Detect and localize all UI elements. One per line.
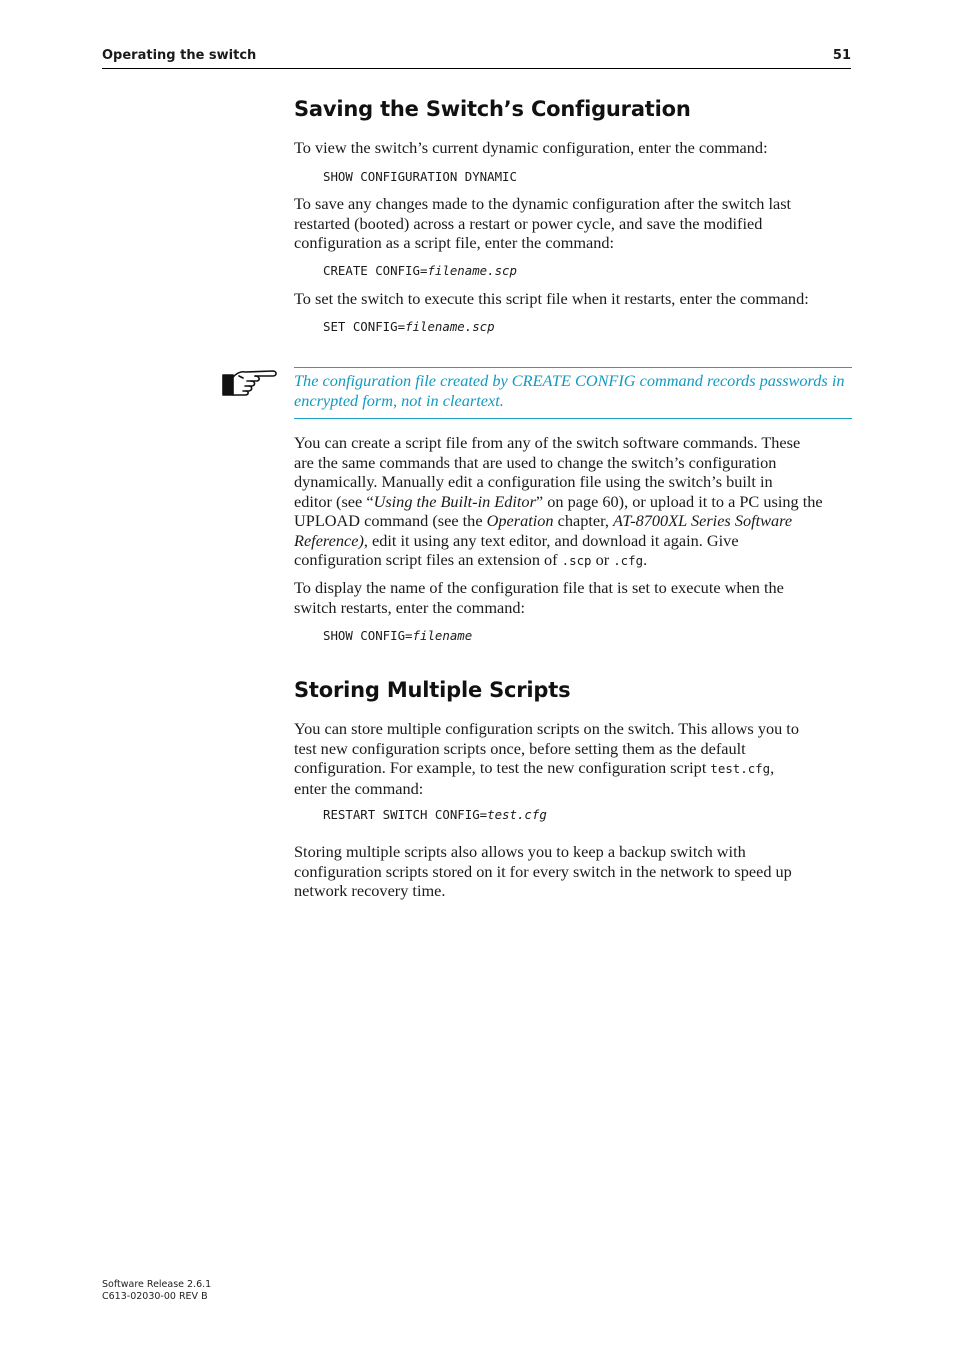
paragraph-line: You can create a script file from any of the switch software commands. These [294,433,801,452]
section-heading-saving-config: Saving the Switch’s Configuration [294,97,691,121]
paragraph-line: dynamically. Manually edit a configuration file using the switch’s built in [294,472,773,491]
command-restart-switch [323,807,547,822]
command-argument: filename.scp [405,319,495,334]
paragraph-save-config [294,194,854,253]
paragraph-line: To save any changes made to the dynamic configuration after the switch last [294,194,792,213]
paragraph-line: enter the command: [294,778,424,798]
command-argument: filename.scp [427,263,517,278]
command-argument: test.cfg [487,807,547,822]
command-argument: filename [412,628,473,643]
running-header-title: Operating the switch [102,48,257,63]
software-release: Software Release 2.6.1 [102,1279,212,1290]
command-keyword: SET CONFIG= [323,319,406,334]
text-run: configuration script files an extension of [294,550,562,569]
text-run: , edit it using any text editor, and download it again. Give [363,530,739,550]
paragraph-line [294,531,854,551]
paragraph-line: Storing multiple scripts also allows you to keep a backup switch with [294,842,746,861]
paragraph-view-config: To view the switch’s current dynamic configuration, enter the command: [294,138,768,157]
command-set-config [323,319,495,334]
text-run: . [643,550,648,569]
page-footer [102,1279,211,1303]
note-line: encrypted form, not in cleartext. [294,390,504,410]
note-line: The configuration file created by CREATE CONFIG command records passwords in [294,371,845,390]
command-keyword: CREATE CONFIG= [323,263,428,278]
document-number: C613-02030-00 REV B [102,1291,208,1302]
command-create-config [323,263,517,278]
page-number: 51 [832,48,851,63]
paragraph-line: switch restarts, enter the command: [294,597,526,617]
paragraph-line: You can store multiple configuration scripts on the switch. This allows you to [294,719,799,738]
pointing-hand-icon [221,367,279,397]
command-keyword: RESTART SWITCH CONFIG= [323,807,488,822]
file-extension: .scp [561,553,592,568]
paragraph-line [294,550,854,571]
text-run: , [770,758,775,777]
file-extension: .cfg [613,553,644,568]
paragraph-line [294,492,854,512]
command-show-config [323,628,472,643]
command-show-configuration-dynamic: SHOW CONFIGURATION DYNAMIC [323,169,517,184]
page-header [102,48,851,69]
paragraph-create-script [294,433,854,571]
section-heading-multiple-scripts: Storing Multiple Scripts [294,678,571,702]
cross-reference-link[interactable]: Using the Built-in Editor [373,491,536,511]
paragraph-set-config: To set the switch to execute this script file when it restarts, enter the command: [294,289,809,308]
paragraph-backup-switch [294,842,854,901]
text-run: ” on page 60), or upload it to a PC using the [535,491,823,511]
text-run: chapter, [553,511,614,530]
paragraph-display-config [294,578,854,617]
command-keyword: SHOW CONFIG= [323,628,413,643]
paragraph-line: configuration as a script file, enter the command: [294,233,615,252]
text-run: or [591,550,614,569]
paragraph-line: configuration scripts stored on it for every switch in the network to speed up [294,861,792,881]
file-name: test.cfg [710,761,771,776]
paragraph-line: To display the name of the configuration file that is set to execute when the [294,578,784,597]
note-box [294,367,852,419]
paragraph-store-scripts [294,719,854,798]
book-title: AT-8700XL Series Software [613,511,793,530]
paragraph-line: restarted (booted) across a restart or power cycle, and save the modified [294,213,763,233]
paragraph-line: network recovery time. [294,881,446,900]
text-run: editor (see “ [294,491,374,511]
text-run: configuration. For example, to test the new configuration script [294,758,711,777]
book-title: Reference) [294,530,364,550]
note-text [294,371,850,410]
paragraph-line: are the same commands that are used to change the switch’s configuration [294,452,777,472]
paragraph-line: test new configuration scripts once, before setting them as the default [294,738,746,758]
paragraph-line [294,758,854,779]
text-run: UPLOAD command (see the [294,511,487,530]
paragraph-line [294,511,854,531]
chapter-name: Operation [486,511,554,530]
